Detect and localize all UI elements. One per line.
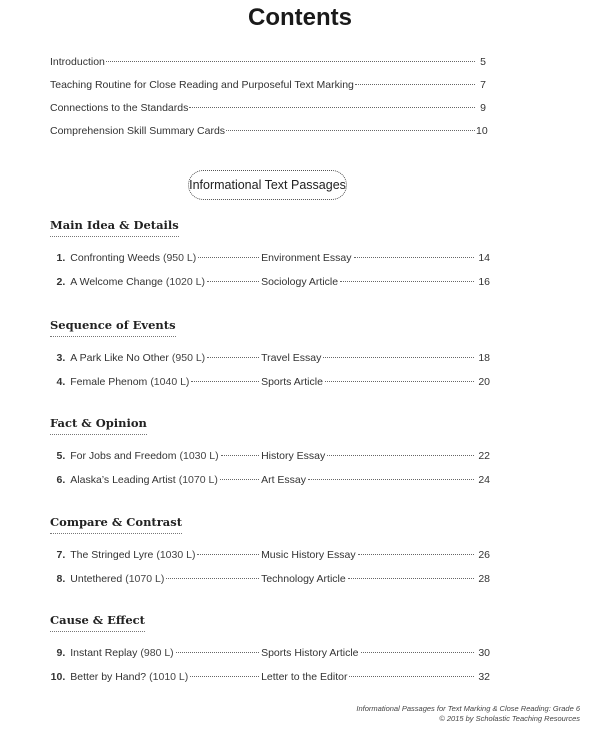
toc-entry bbox=[50, 573, 490, 597]
entry-lexile: (980 L) bbox=[140, 647, 174, 659]
toc-entry bbox=[50, 450, 490, 474]
dot-leader bbox=[355, 84, 475, 85]
toc-label: Connections to the Standards bbox=[50, 102, 189, 114]
toc-row-standards bbox=[50, 102, 486, 125]
entry-number: 6. bbox=[56, 474, 66, 486]
entry-page-number: 26 bbox=[478, 549, 491, 561]
entry-number: 5. bbox=[56, 450, 66, 462]
entry-genre: Sociology Article bbox=[261, 276, 339, 288]
dot-leader bbox=[327, 455, 474, 456]
entry-number: 7. bbox=[56, 549, 66, 561]
entry-number: 2. bbox=[56, 276, 66, 288]
entry-title: Confronting Weeds bbox=[70, 252, 160, 264]
toc-row-introduction bbox=[50, 56, 486, 79]
entry-genre: History Essay bbox=[261, 450, 326, 462]
entry-page-number: 28 bbox=[478, 573, 491, 585]
dot-leader bbox=[361, 652, 475, 653]
dot-leader bbox=[198, 257, 259, 258]
dot-leader bbox=[221, 455, 259, 456]
dot-leader bbox=[176, 652, 259, 653]
entry-page-number: 14 bbox=[478, 252, 491, 264]
dot-leader bbox=[166, 578, 259, 579]
entry-title: Instant Replay bbox=[70, 647, 138, 659]
entry-genre: Environment Essay bbox=[261, 252, 352, 264]
toc-page-number: 7 bbox=[480, 79, 486, 91]
entry-genre: Sports Article bbox=[261, 376, 323, 388]
entry-title: Alaska’s Leading Artist bbox=[70, 474, 176, 486]
dot-leader bbox=[220, 479, 259, 480]
entry-number: 9. bbox=[56, 647, 66, 659]
dot-leader bbox=[226, 130, 475, 131]
entry-page-number: 18 bbox=[478, 352, 491, 364]
footer-copyright: © 2015 by Scholastic Teaching Resources bbox=[439, 714, 580, 723]
dot-leader bbox=[348, 578, 474, 579]
dot-leader bbox=[349, 676, 474, 677]
toc-page-number: 10 bbox=[476, 125, 488, 137]
section-heading: Fact & Opinion bbox=[50, 416, 147, 435]
entry-lexile: (950 L) bbox=[162, 252, 197, 264]
entry-title: A Welcome Change bbox=[70, 276, 163, 288]
entry-page-number: 30 bbox=[478, 647, 491, 659]
toc-entry bbox=[50, 252, 490, 276]
entry-number: 1. bbox=[56, 252, 66, 264]
toc-page-number: 5 bbox=[480, 56, 486, 68]
entry-lexile: (1070 L) bbox=[125, 573, 165, 585]
dot-leader bbox=[189, 107, 475, 108]
dot-leader bbox=[325, 381, 474, 382]
entry-genre: Music History Essay bbox=[261, 549, 356, 561]
toc-entry bbox=[50, 647, 490, 671]
entry-genre: Travel Essay bbox=[261, 352, 322, 364]
entry-page-number: 32 bbox=[478, 671, 491, 683]
toc-label: Introduction bbox=[50, 56, 105, 68]
section-fact-opinion bbox=[50, 414, 490, 498]
entry-genre: Sports History Article bbox=[261, 647, 359, 659]
footer-book-title: Informational Passages for Text Marking & Close Reading: Grade 6 bbox=[356, 704, 580, 713]
entry-title: Female Phenom bbox=[70, 376, 148, 388]
entry-page-number: 16 bbox=[478, 276, 491, 288]
toc-page-number: 9 bbox=[480, 102, 486, 114]
section-sequence bbox=[50, 316, 490, 400]
section-heading: Compare & Contrast bbox=[50, 515, 182, 534]
front-matter-list bbox=[50, 56, 486, 148]
entry-genre: Letter to the Editor bbox=[261, 671, 348, 683]
dot-leader bbox=[106, 61, 475, 62]
dot-leader bbox=[207, 281, 259, 282]
entry-number: 4. bbox=[56, 376, 66, 388]
toc-entry bbox=[50, 474, 490, 498]
toc-entry bbox=[50, 276, 490, 300]
dot-leader bbox=[358, 554, 474, 555]
toc-label: Comprehension Skill Summary Cards bbox=[50, 125, 226, 137]
entry-page-number: 24 bbox=[478, 474, 491, 486]
entry-lexile: (1040 L) bbox=[150, 376, 190, 388]
entry-page-number: 20 bbox=[478, 376, 491, 388]
dot-leader bbox=[340, 281, 474, 282]
entry-number: 10. bbox=[50, 671, 66, 683]
entry-title: A Park Like No Other bbox=[70, 352, 169, 364]
entry-lexile: (1010 L) bbox=[149, 671, 189, 683]
dot-leader bbox=[323, 357, 474, 358]
toc-entry bbox=[50, 549, 490, 573]
entry-lexile: (1030 L) bbox=[156, 549, 196, 561]
section-compare-contrast bbox=[50, 513, 490, 597]
toc-row-summary-cards bbox=[50, 125, 486, 148]
entry-number: 3. bbox=[56, 352, 66, 364]
section-heading: Sequence of Events bbox=[50, 318, 176, 337]
dot-leader bbox=[197, 554, 259, 555]
dot-leader bbox=[207, 357, 259, 358]
dot-leader bbox=[308, 479, 474, 480]
entry-genre: Art Essay bbox=[261, 474, 306, 486]
section-heading: Cause & Effect bbox=[50, 613, 145, 632]
section-heading: Main Idea & Details bbox=[50, 218, 179, 237]
dot-leader bbox=[190, 676, 259, 677]
entry-title: The Stringed Lyre bbox=[70, 549, 154, 561]
entry-page-number: 22 bbox=[478, 450, 491, 462]
toc-entry bbox=[50, 352, 490, 376]
toc-row-teaching-routine bbox=[50, 79, 486, 102]
section-banner: Informational Text Passages bbox=[188, 170, 347, 200]
entry-title: Untethered bbox=[70, 573, 123, 585]
entry-title: For Jobs and Freedom bbox=[70, 450, 177, 462]
section-cause-effect bbox=[50, 611, 490, 695]
section-main-idea bbox=[50, 216, 490, 300]
toc-label: Teaching Routine for Close Reading and Purposeful Text Marking bbox=[50, 79, 354, 91]
page-footer bbox=[356, 704, 580, 724]
entry-lexile: (1020 L) bbox=[165, 276, 205, 288]
entry-number: 8. bbox=[56, 573, 66, 585]
toc-entry bbox=[50, 671, 490, 695]
dot-leader bbox=[354, 257, 474, 258]
entry-genre: Technology Article bbox=[261, 573, 346, 585]
page-title: Contents bbox=[248, 4, 352, 31]
toc-entry bbox=[50, 376, 490, 400]
dot-leader bbox=[191, 381, 259, 382]
entry-lexile: (950 L) bbox=[171, 352, 206, 364]
entry-lexile: (1030 L) bbox=[179, 450, 219, 462]
entry-title: Better by Hand? bbox=[70, 671, 147, 683]
entry-lexile: (1070 L) bbox=[178, 474, 218, 486]
